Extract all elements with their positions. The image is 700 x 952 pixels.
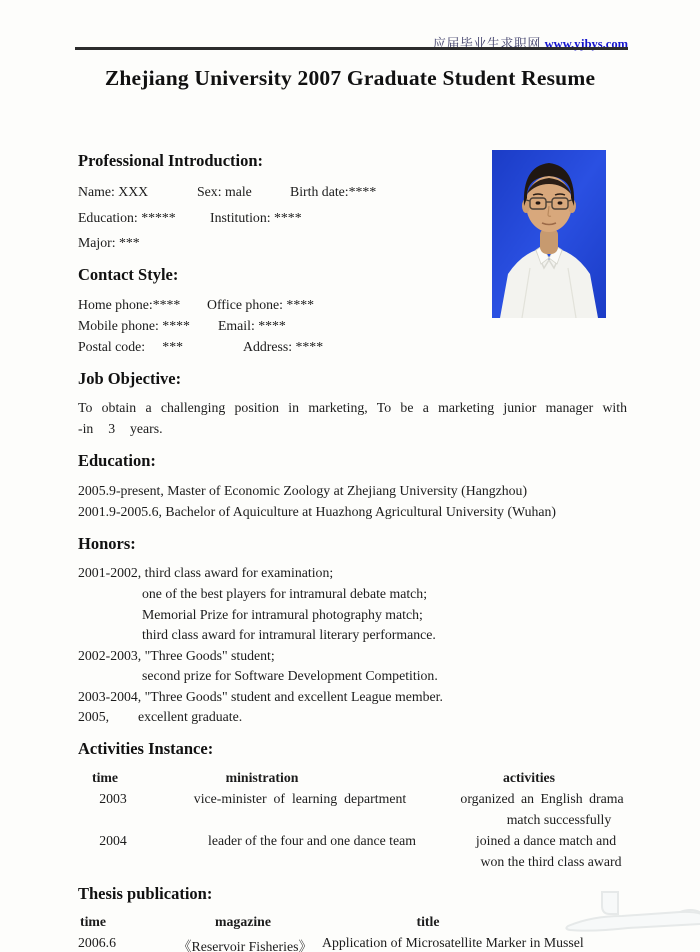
- cell-magazine: 《Reservoir Fisheries》: [177, 939, 313, 952]
- watermark-logo: [562, 886, 700, 948]
- section-heading-contact-style: Contact Style:: [78, 265, 179, 284]
- cell-time: 2004: [99, 833, 127, 848]
- field-name: Name: XXX: [78, 184, 149, 199]
- field-education: Education: *****: [78, 210, 176, 225]
- honors-year: 2005,: [78, 709, 110, 724]
- cell-time: 2006.6: [78, 935, 116, 950]
- honors-line: 2002-2003, "Three Goods" student;: [78, 648, 275, 663]
- field-mobile-phone: Mobile phone: ****: [78, 318, 190, 333]
- cell-activity: joined a dance match and: [475, 833, 617, 848]
- activities-table-row: [78, 833, 627, 854]
- honors-text: excellent graduate.: [138, 709, 243, 724]
- field-institution: Institution: ****: [210, 210, 302, 225]
- field-major: Major: ***: [78, 235, 140, 250]
- section-heading-job-objective: Job Objective:: [78, 369, 182, 388]
- col-header-time: time: [79, 914, 107, 929]
- activities-table-header: [78, 770, 627, 791]
- cell-activity: organized an English drama: [460, 791, 624, 806]
- col-header-title: title: [416, 914, 440, 929]
- job-objective-line-1: To obtain a challenging position in marketing, To be a marketing junior manager with: [78, 400, 627, 415]
- contact-row-3: [78, 339, 627, 360]
- col-header-ministration: ministration: [225, 770, 299, 785]
- cell-activity: won the third class award: [480, 854, 622, 869]
- honors-line: third class award for intramural literary performance.: [142, 627, 436, 642]
- contact-row-1: [78, 297, 627, 318]
- cell-title: Application of Microsatellite Marker in Mussel: [322, 935, 584, 950]
- honors-line: 2001-2002, third class award for examination;: [78, 565, 334, 580]
- contact-row-2: [78, 318, 627, 339]
- site-name-chinese: 应届毕业生求职网: [432, 36, 545, 51]
- field-birth-date: Birth date:****: [290, 184, 377, 199]
- education-line-2: 2001.9-2005.6, Bachelor of Aquiculture at Huazhong Agricultural University (Wuhan): [78, 504, 556, 519]
- field-email: Email: ****: [218, 318, 286, 333]
- cell-time: 2003: [99, 791, 127, 806]
- activities-table-row-continued: [78, 812, 627, 833]
- id-photo: [492, 150, 606, 318]
- field-postal-code: Postal code: ***: [78, 339, 183, 354]
- section-heading-activities-instance: Activities Instance:: [78, 739, 214, 758]
- thesis-table-header: [78, 914, 627, 935]
- id-photo-graphic: [492, 150, 606, 318]
- site-url-link[interactable]: www.yjbys.com: [544, 37, 628, 51]
- thesis-table-row: [78, 935, 627, 952]
- section-heading-education: Education:: [78, 451, 156, 470]
- field-sex: Sex: male: [197, 184, 252, 199]
- field-home-phone: Home phone:****: [78, 297, 181, 312]
- field-office-phone: Office phone: ****: [207, 297, 315, 312]
- job-objective-line-2: -in 3 years.: [78, 421, 163, 436]
- cell-activity: match successfully: [506, 812, 612, 827]
- section-heading-professional-introduction: Professional Introduction:: [78, 151, 264, 170]
- col-header-magazine: magazine: [215, 914, 271, 929]
- activities-table-row-continued: [78, 854, 627, 875]
- header-divider: [75, 47, 628, 50]
- activities-table-row: [78, 791, 627, 812]
- section-heading-honors: Honors:: [78, 534, 136, 553]
- site-header: [420, 17, 628, 68]
- education-line-1: 2005.9-present, Master of Economic Zoology at Zhejiang University (Hangzhou): [78, 483, 528, 498]
- resume-title: Zhejiang University 2007 Graduate Student Resume: [104, 66, 596, 90]
- field-address: Address: ****: [243, 339, 324, 354]
- col-header-activities: activities: [502, 770, 556, 785]
- cell-ministration: vice-minister of learning department: [193, 791, 407, 806]
- honors-line: [78, 709, 627, 730]
- honors-line: Memorial Prize for intramural photography match;: [142, 607, 423, 622]
- section-heading-thesis-publication: Thesis publication:: [78, 884, 213, 903]
- honors-line: one of the best players for intramural debate match;: [142, 586, 428, 601]
- cell-ministration: leader of the four and one dance team: [208, 833, 416, 848]
- honors-line: 2003-2004, "Three Goods" student and excellent League member.: [78, 689, 443, 704]
- honors-line: second prize for Software Development Competition.: [142, 668, 438, 683]
- col-header-time: time: [91, 770, 119, 785]
